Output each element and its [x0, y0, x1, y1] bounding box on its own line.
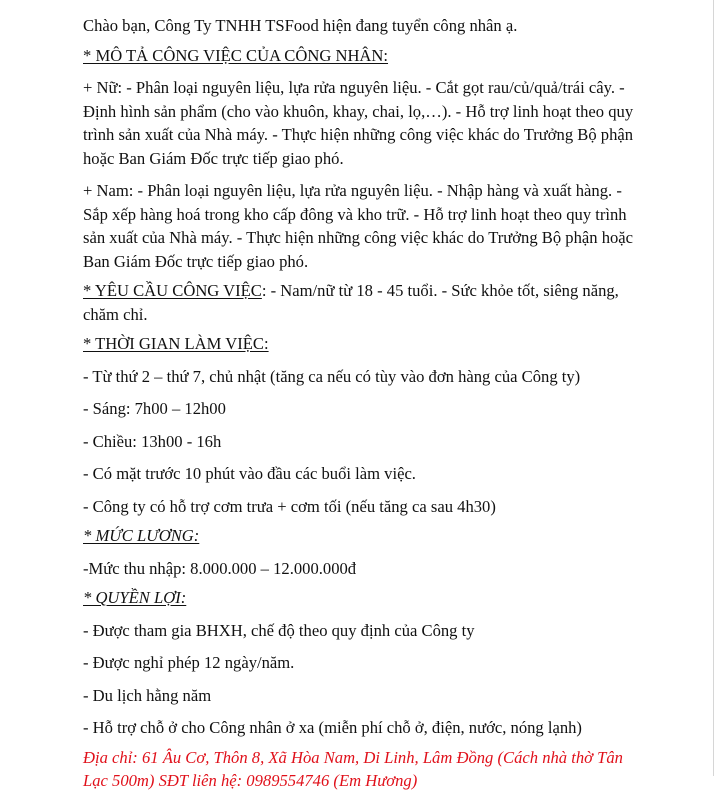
benefit-item: - Được tham gia BHXH, chế độ theo quy định của Công ty	[83, 620, 475, 640]
job-description-female: + Nữ: - Phân loại nguyên liệu, lựa rửa nguyên liệu. - Cắt gọt rau/củ/quả/trái cây. - Định hình sản phẩm (cho vào khuôn, khay, chai, lọ,…). - Hỗ trợ linh hoạt theo quy trình sản xuất của Nhà máy. - Thực hiện những công việc khác do Trưởng Bộ phận hoặc Ban Giám Đốc trực tiếp giao phó.	[83, 78, 634, 168]
contact-address: Địa chỉ: 61 Âu Cơ, Thôn 8, Xã Hòa Nam, Di Linh, Lâm Đồng (Cách nhà thờ Tân Lạc 500m) SĐT liên hệ: 0989554746 (Em Hương)	[83, 747, 623, 790]
working-time-item: - Từ thứ 2 – thứ 7, chủ nhật (tăng ca nếu có tùy vào đơn hàng của Công ty)	[83, 366, 581, 386]
working-time-item: - Chiều: 13h00 - 16h	[83, 431, 222, 451]
requirements-text: : - Nam/nữ từ 18 - 45 tuổi. - Sức khỏe tốt, siêng năng, chăm chỉ.	[83, 281, 619, 324]
benefit-item: - Được nghỉ phép 12 ngày/năm.	[83, 653, 295, 672]
working-time-heading: * THỜI GIAN LÀM VIỆC:	[83, 334, 269, 353]
requirements-heading: * YÊU CẦU CÔNG VIỆC	[83, 281, 262, 300]
job-description-heading: * MÔ TẢ CÔNG VIỆC CỦA CÔNG NHÂN:	[83, 45, 389, 65]
job-description-male: + Nam: - Phân loại nguyên liệu, lựa rửa nguyên liệu. - Nhập hàng và xuất hàng. - Sắp xếp hàng hoá trong kho cấp đông và kho trữ. - Hỗ trợ linh hoạt theo quy trình sản xuất của Nhà máy. - Thực hiện những công việc khác do Trưởng Bộ phận hoặc Ban Giám Đốc trực tiếp giao phó.	[83, 181, 634, 271]
working-time-item: - Công ty có hỗ trợ cơm trưa + cơm tối (nếu tăng ca sau 4h30)	[83, 496, 496, 516]
benefits-heading: * QUYỀN LỢI:	[83, 588, 187, 607]
benefit-item: - Hỗ trợ chỗ ở cho Công nhân ở xa (miễn phí chỗ ở, điện, nước, nóng lạnh)	[83, 718, 582, 737]
working-time-item: - Sáng: 7h00 – 12h00	[83, 399, 226, 418]
requirements-paragraph	[83, 279, 643, 326]
working-time-item: - Có mặt trước 10 phút vào đầu các buổi làm việc.	[83, 464, 416, 483]
intro-text: Chào bạn, Công Ty TNHH TSFood hiện đang tuyển công nhân ạ.	[83, 16, 518, 35]
salary-text: -Mức thu nhập: 8.000.000 – 12.000.000đ	[83, 558, 357, 578]
salary-heading: * MỨC LƯƠNG:	[83, 526, 200, 545]
job-posting	[83, 14, 643, 792]
benefit-item: - Du lịch hằng năm	[83, 685, 212, 705]
